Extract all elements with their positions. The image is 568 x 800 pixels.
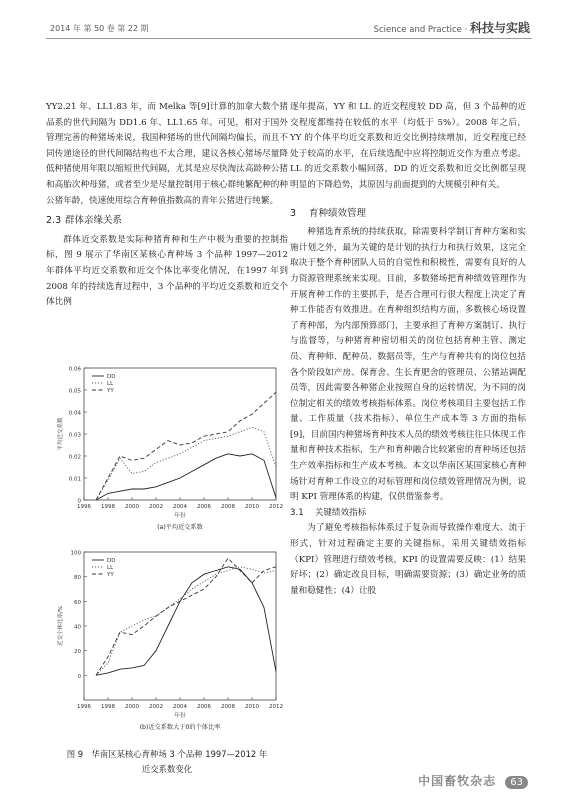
- x-axis-label: 年份: [174, 513, 186, 519]
- chart-a: [46, 366, 288, 546]
- y-tick-label: 0.04: [68, 410, 81, 417]
- section-title: 关键绩效指标: [314, 507, 367, 518]
- section-brand: 科技与实践: [469, 21, 530, 35]
- y-tick-label: 0.03: [68, 432, 81, 439]
- series-line-dd: [96, 454, 276, 500]
- section-dot: ·: [464, 25, 468, 35]
- x-tick-label: 2002: [149, 504, 163, 510]
- section-heading-3: [290, 206, 526, 222]
- y-tick-label: 20: [74, 649, 81, 656]
- legend-label-ll: LL: [107, 565, 114, 571]
- legend-label-ll: LL: [107, 381, 114, 387]
- page-footer: [418, 770, 528, 789]
- series-line-ll: [96, 567, 276, 676]
- x-tick-label: 2004: [173, 704, 187, 710]
- y-tick-label: 100: [70, 550, 81, 557]
- y-axis-label: 近交个体比率/%: [58, 605, 64, 647]
- running-header: [46, 16, 532, 39]
- y-tick-label: 80: [74, 575, 81, 582]
- x-tick-label: 2012: [269, 704, 283, 710]
- y-tick-label: 0: [77, 673, 81, 680]
- caption-line-2: 近交系数变化: [141, 764, 193, 774]
- section-title: [374, 19, 530, 36]
- journal-logo: 中国畜牧杂志: [418, 774, 497, 788]
- x-tick-label: 2008: [221, 504, 235, 510]
- section-number: 3: [290, 207, 297, 219]
- y-axis-label: 平均近交系数: [58, 417, 64, 451]
- x-tick-label: 1998: [101, 504, 115, 510]
- x-tick-label: 2006: [197, 504, 211, 510]
- y-tick-label: 60: [74, 599, 81, 606]
- section-title: 群体亲缘关系: [65, 215, 123, 227]
- x-tick-label: 2012: [269, 504, 283, 510]
- series-line-yy: [96, 558, 276, 675]
- paragraph-generation-interval: YY2.21 年、LL1.83 年，而 Melka 等[9]计算的加拿大数个猪品系的世代间隔为 DD1.6 年、LL1.65 年。可见，相对于国外管理完善的种猪场来说，我国种猪场的世代间隔均偏长，而且不同传递途径的世代间隔结构也不太合理，建议各核心猪场尽量降低种猪使用年限以缩短世代间隔，尤其是应尽快淘汰高龄种公猪和高胎次种母猪，或者至少是尽量控制用于核心群纯繁配种的种公猪年龄，快速使用综合育种值指数高的青年公猪进行纯繁。: [46, 102, 288, 206]
- y-tick-label: 0.02: [68, 454, 81, 461]
- paragraph-inbreeding: 群体近交系数是实际种猪育种和生产中极为重要的控制指标，图 9 展示了华南区某核心育种场 3 个品种 1997—2012 年群体平均近交系数和近交个体比率变化情况，在1997 年到 2008 年的持续选育过程中，3 个品种的平均近交系数和近交个体比例: [46, 234, 288, 308]
- section-english: Science and Practice: [373, 25, 462, 35]
- section-heading-2-3: [46, 213, 288, 229]
- chart-subtitle: (b)近交系数大于0的个体比率: [139, 724, 221, 731]
- section-number: 2.3: [46, 215, 62, 227]
- left-column: [46, 100, 288, 311]
- x-tick-label: 2004: [173, 504, 187, 510]
- right-column: [290, 100, 526, 599]
- y-tick-label: 0.05: [68, 388, 81, 395]
- x-tick-label: 2010: [245, 504, 259, 510]
- legend-label-yy: YY: [107, 572, 114, 578]
- x-tick-label: 1996: [77, 704, 91, 710]
- x-axis-label: 年份: [174, 713, 186, 719]
- x-tick-label: 2006: [197, 704, 211, 710]
- series-line-ll: [96, 427, 276, 500]
- page-number: 63: [505, 776, 528, 789]
- x-tick-label: 2000: [125, 704, 139, 710]
- legend-label-yy: YY: [107, 388, 114, 394]
- y-tick-label: 0: [77, 498, 81, 505]
- legend-label-dd: DD: [107, 558, 116, 564]
- y-tick-label: 40: [74, 624, 81, 631]
- x-tick-label: 2002: [149, 704, 163, 710]
- x-tick-label: 1998: [101, 704, 115, 710]
- paragraph-kpi: 为了避免考核指标体系过于复杂而导致操作难度大、流于形式，针对过程确定主要的关键指标，采用关键绩效指标（KPI）管理进行绩效考核，KPI 的设置需要反映：(1）结果好坏；(2）确定改良目标，明确需要资源；(3）确定业务的质量和稳健性；(4）让股: [290, 523, 526, 596]
- chart-b: [46, 550, 288, 750]
- legend-label-dd: DD: [107, 374, 116, 380]
- caption-line-1: 图 9 华南区某核心育种场 3 个品种 1997—2012 年: [66, 749, 268, 759]
- section-title: 育种绩效管理: [309, 207, 367, 219]
- x-tick-label: 1996: [77, 504, 91, 510]
- x-tick-label: 2000: [125, 504, 139, 510]
- x-tick-label: 2010: [245, 704, 259, 710]
- paragraph-inbreeding-cont: 逐年提高，YY 和 LL 的近交程度较 DD 高，但 3 个品种的近交程度都维持在较低的水平（均低于 5%）。2008 年之后，YY 的个体平均近交系数和近交比例持续增加，近交程度已经处于较高的水平，在后续选配中应将控制近交作为重点考虑。LL 的近交系数小幅回落，DD 的近交系数和近交比例都呈现明显的下降趋势，其原因与前面提到的大规模引种有关。: [290, 102, 526, 190]
- section-number: 3.1: [290, 507, 304, 518]
- section-heading-3-1: [290, 506, 526, 522]
- chart-subtitle: (a)平均近交系数: [157, 524, 203, 531]
- issue-info: 2014 年 第 50 卷 第 22 期: [50, 24, 149, 33]
- figure-caption: [46, 747, 288, 777]
- paragraph-performance: 种猪选育系统的持续获取，除需要科学制订育种方案和实施计划之外，最为关键的是计划的执行力和执行效果，这完全取决于整个育种团队人员的自觉性和积极性，需要有良好的人力资源管理系统来实现。目前，多数猪场把育种绩效管理作为开展育种工作的主要抓手，是否合理可行很大程度上决定了育种工作能否有效推进。在育种组织结构方面，多数核心场设置了育种部，为内部预算部门，主要承担了育种方案制订、执行与监督等，与种猪育种密切相关的岗位包括育种主管、测定员、育种师、配种员、数据员等，生产与育种共有的岗位包括各个阶段如产房、保育舍、生长育肥舍的管理员、公猪站调配员等，因此需要各种猪企业按照自身的运转情况，为不同的岗位制定相关的绩效考核指标体系。岗位考核项目主要包括工作量、工作质量（技术指标）、单位生产成本等 3 方面的指标[9]，目前国内种猪场育种技术人员的绩效考核往往只体现工作量和育种技术指标，生产和育种融合比较紧密的育种场还包括生产效率指标和生产成本考核。本文以华南区某国家核心育种场针对育种工作设立的对标管理和岗位绩效管理情况为例，说明 KPI 管理体系的构建，仅供借鉴参考。: [290, 227, 526, 503]
- series-line-dd: [96, 567, 276, 676]
- y-tick-label: 0.06: [68, 366, 81, 373]
- y-tick-label: 0.01: [68, 476, 81, 483]
- series-line-yy: [96, 392, 276, 500]
- figure-9: [46, 366, 288, 754]
- x-tick-label: 2008: [221, 704, 235, 710]
